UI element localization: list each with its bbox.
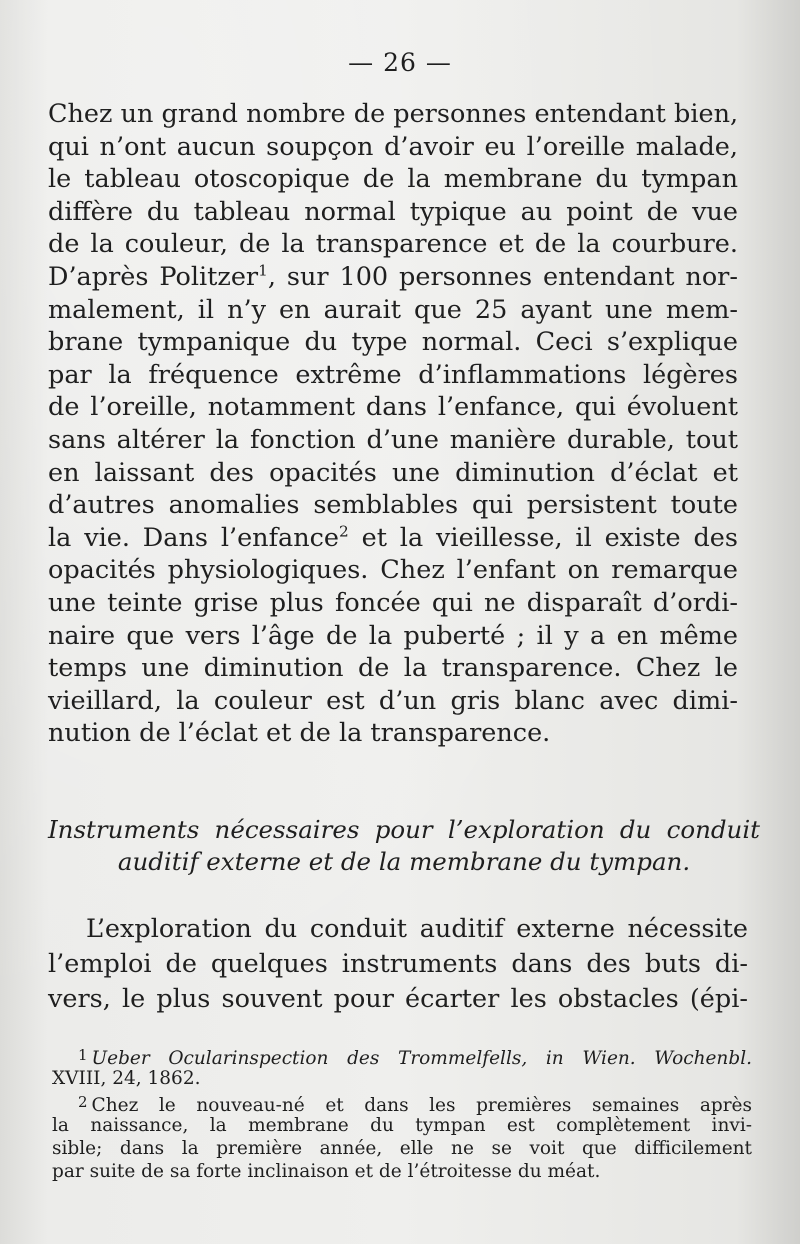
- footnote-line: sible; dans la première année, elle ne se voit que difficilement: [52, 1138, 752, 1160]
- section-heading: [48, 814, 760, 878]
- text-line: Chez un grand nombre de personnes entendant bien,: [48, 99, 739, 129]
- text-line: [48, 522, 738, 555]
- text-line: naire que vers l’âge de la puberté ; il y a en même: [48, 620, 738, 651]
- footnote-ref-1: 1: [258, 261, 268, 280]
- text-line: [48, 261, 738, 294]
- text-fragment: et la vieillesse, il existe des: [348, 522, 738, 553]
- text-fragment: D’après Politzer: [48, 261, 259, 292]
- text-line: le tableau otoscopique de la membrane du tympan: [48, 164, 738, 195]
- footnote-line: par suite de sa forte inclinaison et de l’étroitesse du méat.: [52, 1161, 601, 1183]
- footnote-mark: 1: [78, 1046, 88, 1064]
- page-number: — 26 —: [348, 48, 452, 77]
- footnote-line: XVIII, 24, 1862.: [52, 1068, 201, 1090]
- text-line: temps une diminution de la transparence. Chez le: [48, 653, 738, 684]
- text-line: l’emploi de quelques instruments dans des buts di-: [48, 949, 748, 979]
- text-line: en laissant des opacités une diminution d’éclat et: [48, 457, 738, 488]
- footnote-text: Chez le nouveau-né et dans les premières semaines après: [91, 1094, 752, 1116]
- footnotes: [52, 1044, 752, 1184]
- text-line: malement, il n’y en aurait que 25 ayant une mem-: [48, 294, 738, 325]
- text-line: d’autres anomalies semblables qui persistent toute: [48, 490, 738, 521]
- text-line: de la couleur, de la transparence et de la courbure.: [48, 229, 738, 260]
- footnote-ref-2: 2: [339, 522, 349, 541]
- text-line: vieillard, la couleur est d’un gris blanc avec dimi-: [48, 685, 738, 716]
- footnote-citation: Ueber Ocularinspection des Trommelfells, in Wien. Wochenbl.: [91, 1048, 752, 1069]
- text-line: vers, le plus souvent pour écarter les obstacles (épi-: [48, 984, 748, 1014]
- footnote-2: [52, 1091, 752, 1114]
- footnote-1: [52, 1044, 752, 1067]
- body-paragraph-1: [48, 98, 738, 750]
- heading-line: auditif externe et de la membrane du tympan.: [117, 847, 691, 876]
- text-fragment: , sur 100 personnes entendant nor-: [267, 261, 738, 292]
- footnote-mark: 2: [78, 1092, 88, 1111]
- text-line: opacités physiologiques. Chez l’enfant on remarque: [48, 555, 738, 586]
- text-line: diffère du tableau normal typique au point de vue: [48, 196, 738, 227]
- heading-line: Instruments nécessaires pour l’exploration du conduit: [48, 815, 760, 844]
- footnote-line: la naissance, la membrane du tympan est complètement invi-: [52, 1114, 752, 1136]
- text-line: qui n’ont aucun soupçon d’avoir eu l’oreille malade,: [48, 131, 738, 162]
- body-paragraph-2: [48, 912, 748, 1017]
- text-line: de l’oreille, notamment dans l’enfance, qui évoluent: [48, 392, 738, 423]
- text-line: sans altérer la fonction d’une manière durable, tout: [48, 424, 738, 455]
- text-line: L’exploration du conduit auditif externe nécessite: [86, 914, 748, 944]
- text-line: une teinte grise plus foncée qui ne disparaît d’ordi-: [48, 587, 738, 618]
- text-line: nution de l’éclat et de la transparence.: [48, 718, 551, 749]
- text-line: par la fréquence extrême d’inflammations légères: [48, 359, 738, 390]
- text-fragment: la vie. Dans l’enfance: [48, 522, 340, 553]
- text-line: brane tympanique du type normal. Ceci s’explique: [48, 327, 738, 358]
